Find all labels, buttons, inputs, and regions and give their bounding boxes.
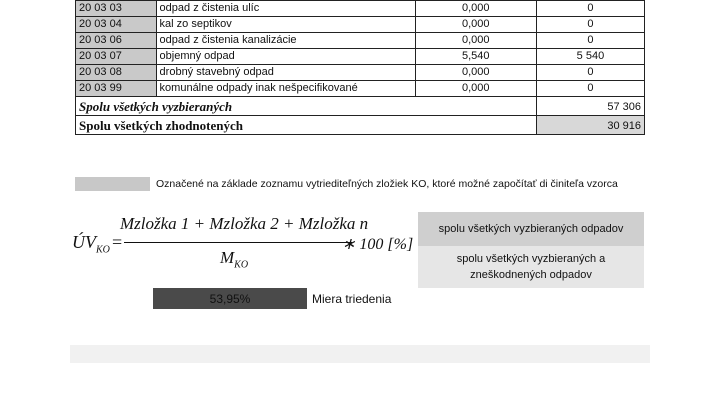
waste-table: [75, 0, 645, 135]
table-row: [76, 65, 645, 81]
total-recovered-value: 30 916: [536, 116, 644, 135]
waste-code-cell: 20 03 07: [76, 49, 157, 65]
formula-lhs: $ÚV_{KO}$: [72, 232, 110, 256]
legend-swatch: [75, 177, 150, 191]
waste-name-cell: odpad z čistenia ulíc: [156, 1, 415, 17]
waste-code-cell: 20 03 04: [76, 17, 157, 33]
waste-name-cell: komunálne odpady inak nešpecifikované: [156, 81, 415, 97]
tons-cell: 5,540: [415, 49, 536, 65]
waste-code-cell: 20 03 06: [76, 33, 157, 49]
formula-numerator: Mzložka 1 + Mzložka 2 + Mzložka n: [120, 214, 369, 233]
value-cell: 0: [536, 1, 644, 17]
tons-cell: 0,000: [415, 17, 536, 33]
tons-cell: 0,000: [415, 81, 536, 97]
tons-cell: 0,000: [415, 1, 536, 17]
value-cell: 0: [536, 33, 644, 49]
value-cell: 0: [536, 81, 644, 97]
sorting-rate-value: 53,95%: [153, 288, 307, 309]
legend-text: Označené na základe zoznamu vytriediteľných zložiek KO, ktoré možné započítať di činiteľa vzorca: [156, 178, 618, 190]
waste-name-cell: odpad z čistenia kanalizácie: [156, 33, 415, 49]
total-collected-value: 57 306: [536, 97, 644, 116]
value-cell: 5 540: [536, 49, 644, 65]
waste-code-cell: 20 03 03: [76, 1, 157, 17]
waste-name-cell: objemný odpad: [156, 49, 415, 65]
formula-equals: =: [112, 232, 123, 252]
formula-fraction-bar: [124, 242, 352, 243]
table-row: [76, 81, 645, 97]
value-cell: 0: [536, 17, 644, 33]
total-recovered-label: Spolu všetkých zhodnotených: [76, 116, 537, 135]
waste-code-cell: 20 03 08: [76, 65, 157, 81]
recycling-formula: [72, 210, 422, 280]
numerator-label: spolu všetkých vyzbieraných odpadov: [418, 212, 644, 246]
tons-cell: 0,000: [415, 33, 536, 49]
sorting-rate-label: Miera triedenia: [312, 292, 392, 306]
table-row: [76, 33, 645, 49]
scan-artifact: [70, 345, 650, 363]
table-row: [76, 1, 645, 17]
table-row: [76, 49, 645, 65]
value-cell: 0: [536, 65, 644, 81]
denominator-label-box: [418, 246, 644, 288]
total-recovered-row: [76, 116, 645, 135]
tons-cell: 0,000: [415, 65, 536, 81]
denominator-label: spolu všetkých vyzbieraných a zneškodnených odpadov: [456, 253, 606, 281]
total-collected-row: [76, 97, 645, 116]
waste-code-cell: 20 03 99: [76, 81, 157, 97]
waste-name-cell: drobný stavebný odpad: [156, 65, 415, 81]
table-row: [76, 17, 645, 33]
total-collected-label: Spolu všetkých vyzbieraných: [76, 97, 537, 116]
waste-name-cell: kal zo septikov: [156, 17, 415, 33]
formula-denominator: $M_{KO}$: [220, 248, 249, 271]
formula-multiplier: ∗ 100 [%]: [342, 236, 414, 253]
